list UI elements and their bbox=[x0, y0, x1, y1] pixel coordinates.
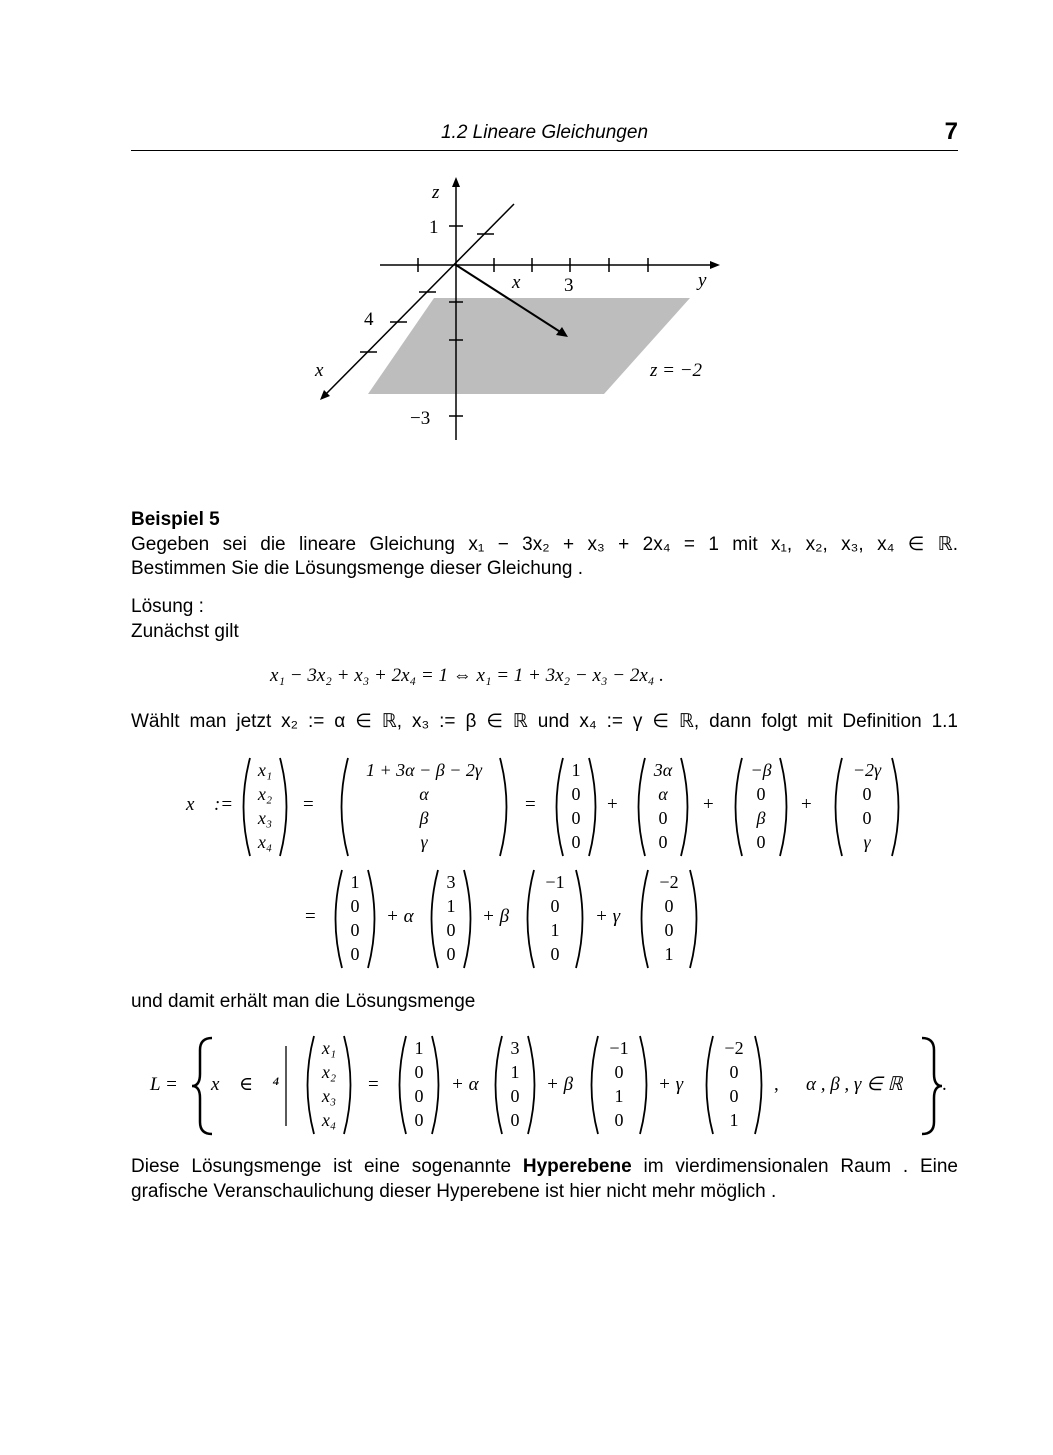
right-paren bbox=[780, 758, 787, 856]
vector-entry: 0 bbox=[664, 920, 674, 940]
left-paren bbox=[557, 758, 564, 856]
matrix-v2-row2 bbox=[528, 870, 583, 968]
conclusion-text-a: Diese Lösungsmenge ist eine sogenannte bbox=[131, 1156, 523, 1177]
vector-entry: γ bbox=[420, 832, 428, 852]
vector-entry: 0 bbox=[510, 1110, 520, 1130]
matrix-v1-row2 bbox=[432, 870, 471, 968]
vector-entry: 0 bbox=[414, 1062, 424, 1082]
matrix-v1-row3 bbox=[496, 1036, 535, 1134]
right-paren bbox=[368, 870, 375, 968]
plus-beta-row2: + β bbox=[482, 906, 510, 927]
vector-entry: 3 bbox=[446, 872, 456, 892]
left-paren bbox=[592, 1036, 599, 1134]
vector-entry: 0 bbox=[862, 808, 872, 828]
vector-entry: 1 bbox=[664, 944, 674, 964]
vector-entry: x₂ bbox=[321, 1062, 337, 1082]
vector-entry: −1 bbox=[545, 872, 565, 892]
vector-entry: β bbox=[756, 808, 766, 828]
left-paren bbox=[400, 1036, 407, 1134]
vector-entry: 0 bbox=[414, 1110, 424, 1130]
matrix-xvec bbox=[244, 758, 287, 856]
vector-entry: 0 bbox=[729, 1086, 739, 1106]
vector-entry: x₁ bbox=[257, 760, 273, 780]
left-paren bbox=[432, 870, 439, 968]
vector-entry: 0 bbox=[571, 832, 581, 852]
left-paren bbox=[707, 1036, 714, 1134]
left-paren bbox=[639, 758, 646, 856]
left-paren bbox=[336, 870, 343, 968]
matrix-c2 bbox=[736, 758, 787, 856]
vector-entry: 0 bbox=[614, 1062, 624, 1082]
xvec-def: x⃗ := bbox=[186, 794, 234, 815]
conclusion-line-1 bbox=[131, 1155, 958, 1179]
solution-label: Lösung : bbox=[131, 596, 204, 617]
vector-entry: 1 bbox=[350, 872, 360, 892]
vector-entry: 0 bbox=[614, 1110, 624, 1130]
plane-figure bbox=[300, 170, 740, 450]
vector-entry: x₄ bbox=[321, 1110, 337, 1130]
vector-entry: α bbox=[658, 784, 668, 804]
running-header bbox=[131, 118, 958, 151]
z-axis-arrow bbox=[452, 177, 460, 187]
vector-entry: 1 + 3α − β − 2γ bbox=[366, 760, 482, 780]
eq-sign-3: = bbox=[305, 906, 316, 927]
vector-entry: 0 bbox=[664, 896, 674, 916]
left-paren bbox=[244, 758, 251, 856]
vector-entry: x₂ bbox=[257, 784, 273, 804]
vector-equations bbox=[0, 740, 1053, 1150]
vector-entry: x₃ bbox=[257, 808, 273, 828]
example-title: Beispiel 5 bbox=[131, 509, 220, 530]
tick-label-1: 1 bbox=[429, 217, 439, 238]
vector-entry: 0 bbox=[350, 944, 360, 964]
vector-entry: 0 bbox=[446, 944, 456, 964]
y-axis-label: y bbox=[698, 270, 707, 291]
plus-alpha-row3: + α bbox=[451, 1074, 479, 1095]
parameter-domain: α , β , γ ∈ ℝ bbox=[806, 1074, 903, 1095]
matrix-v0-row3 bbox=[400, 1036, 439, 1134]
solution-intro: Zunächst gilt bbox=[131, 621, 239, 642]
L-eq: L = bbox=[150, 1074, 178, 1095]
vector-entry: −β bbox=[750, 760, 772, 780]
left-paren bbox=[836, 758, 843, 856]
parameter-choice: Wählt man jetzt x₂ := α ∈ ℝ, x₃ := β ∈ ℝ und x₄ := γ ∈ ℝ, dann folgt mit Definition 1.1 bbox=[131, 711, 958, 732]
vector-entry: 1 bbox=[614, 1086, 624, 1106]
left-brace bbox=[192, 1038, 212, 1134]
example-statement: Gegeben sei die lineare Gleichung x₁ − 3x₂ + x₃ + 2x₄ = 1 mit x₁, x₂, x₃, x₄ ∈ ℝ. bbox=[131, 534, 958, 555]
comma: , bbox=[774, 1074, 779, 1095]
eq-sign-4: = bbox=[368, 1074, 379, 1095]
vector-entry: x₄ bbox=[257, 832, 273, 852]
right-paren bbox=[690, 870, 697, 968]
vector-entry: 3α bbox=[653, 760, 673, 780]
right-paren bbox=[576, 870, 583, 968]
vector-entry: −2 bbox=[659, 872, 679, 892]
equivalence-equation: x₁ − 3x₂ + x₃ + 2x₄ = 1 ⇔ x₁ = 1 + 3x₂ − x₃ − 2x₄ . bbox=[270, 665, 664, 686]
vector-entry: 0 bbox=[446, 920, 456, 940]
right-paren bbox=[755, 1036, 762, 1134]
vector-entry: 1 bbox=[446, 896, 456, 916]
right-paren bbox=[432, 1036, 439, 1134]
section-title: 1.2 Lineare Gleichungen bbox=[440, 122, 649, 143]
plus-3: + bbox=[801, 794, 812, 815]
vector-entry: 0 bbox=[350, 920, 360, 940]
plus-gamma-row3: + γ bbox=[658, 1074, 684, 1095]
left-paren bbox=[496, 1036, 503, 1134]
matrix-v3-row3 bbox=[707, 1036, 762, 1134]
conclusion-text-b: im vierdimensionalen Raum . Eine bbox=[631, 1156, 958, 1177]
vector-entry: 1 bbox=[729, 1110, 739, 1130]
eq-sign-2: = bbox=[525, 794, 536, 815]
x-axis-label: x bbox=[315, 360, 324, 381]
final-period: . bbox=[942, 1074, 947, 1095]
vector-entry: 0 bbox=[756, 784, 766, 804]
vector-entry: 0 bbox=[550, 944, 560, 964]
matrix-c3 bbox=[836, 758, 899, 856]
and-thus-text: und damit erhält man die Lösungsmenge bbox=[131, 991, 476, 1012]
matrix-combined bbox=[342, 758, 507, 856]
vector-entry: 1 bbox=[510, 1062, 520, 1082]
vector-entry: γ bbox=[863, 832, 871, 852]
matrix-v0-row2 bbox=[336, 870, 375, 968]
vector-entry: 0 bbox=[550, 896, 560, 916]
matrix-c1 bbox=[639, 758, 688, 856]
vector-entry: 0 bbox=[571, 784, 581, 804]
tick-label-3: 3 bbox=[564, 275, 574, 296]
vector-entry: 0 bbox=[862, 784, 872, 804]
right-paren bbox=[344, 1036, 351, 1134]
y-axis-arrow bbox=[710, 261, 720, 269]
vector-entry: 1 bbox=[571, 760, 581, 780]
right-paren bbox=[464, 870, 471, 968]
left-paren bbox=[308, 1036, 315, 1134]
vector-entry: α bbox=[419, 784, 429, 804]
vector-entry: x₁ bbox=[321, 1038, 337, 1058]
vector-entry: 1 bbox=[414, 1038, 424, 1058]
right-paren bbox=[500, 758, 507, 856]
plus-2: + bbox=[703, 794, 714, 815]
vector-entry: 0 bbox=[571, 808, 581, 828]
plus-1: + bbox=[607, 794, 618, 815]
matrix-v2-row3 bbox=[592, 1036, 647, 1134]
vector-entry: 0 bbox=[658, 808, 668, 828]
page-number: 7 bbox=[944, 118, 958, 145]
matrix-v3-row2 bbox=[642, 870, 697, 968]
vector-entry: 0 bbox=[414, 1086, 424, 1106]
z-axis-label: z bbox=[432, 182, 440, 203]
conclusion-line-2: grafische Veranschaulichung dieser Hyperebene ist hier nicht mehr möglich . bbox=[131, 1181, 777, 1202]
left-paren bbox=[642, 870, 649, 968]
right-paren bbox=[681, 758, 688, 856]
set-element: x⃗ ∈ ℝ⁴ bbox=[211, 1074, 280, 1095]
vector-entry: −2γ bbox=[852, 760, 882, 780]
right-paren bbox=[892, 758, 899, 856]
tick-label-4: 4 bbox=[364, 309, 374, 330]
vector-entry: 0 bbox=[350, 896, 360, 916]
vector-entry: 0 bbox=[756, 832, 766, 852]
left-paren bbox=[528, 870, 535, 968]
matrix-c0 bbox=[557, 758, 596, 856]
eq-sign-1: = bbox=[303, 794, 314, 815]
vector-entry: x₃ bbox=[321, 1086, 337, 1106]
vector-entry: 0 bbox=[510, 1086, 520, 1106]
vector-entry: 0 bbox=[658, 832, 668, 852]
vector-entry: 1 bbox=[550, 920, 560, 940]
right-paren bbox=[589, 758, 596, 856]
plane-label: z = −2 bbox=[650, 360, 703, 381]
plus-alpha-row2: + α bbox=[386, 906, 414, 927]
hyperebene-term: Hyperebene bbox=[522, 1156, 632, 1177]
right-brace bbox=[922, 1038, 942, 1134]
plus-gamma-row2: + γ bbox=[595, 906, 621, 927]
vector-entry: β bbox=[419, 808, 429, 828]
vector-entry: 0 bbox=[729, 1062, 739, 1082]
example-task: Bestimmen Sie die Lösungsmenge dieser Gleichung . bbox=[131, 558, 584, 579]
tick-label-minus3: −3 bbox=[410, 408, 431, 429]
right-paren bbox=[528, 1036, 535, 1134]
matrix-xvec-row3 bbox=[308, 1036, 351, 1134]
vector-entry: 3 bbox=[510, 1038, 520, 1058]
right-paren bbox=[280, 758, 287, 856]
vector-entry: −2 bbox=[724, 1038, 744, 1058]
vector-entry: −1 bbox=[609, 1038, 629, 1058]
plus-beta-row3: + β bbox=[546, 1074, 574, 1095]
right-paren bbox=[640, 1036, 647, 1134]
vector-label: x⃗ bbox=[512, 272, 536, 293]
left-paren bbox=[736, 758, 743, 856]
left-paren bbox=[342, 758, 349, 856]
